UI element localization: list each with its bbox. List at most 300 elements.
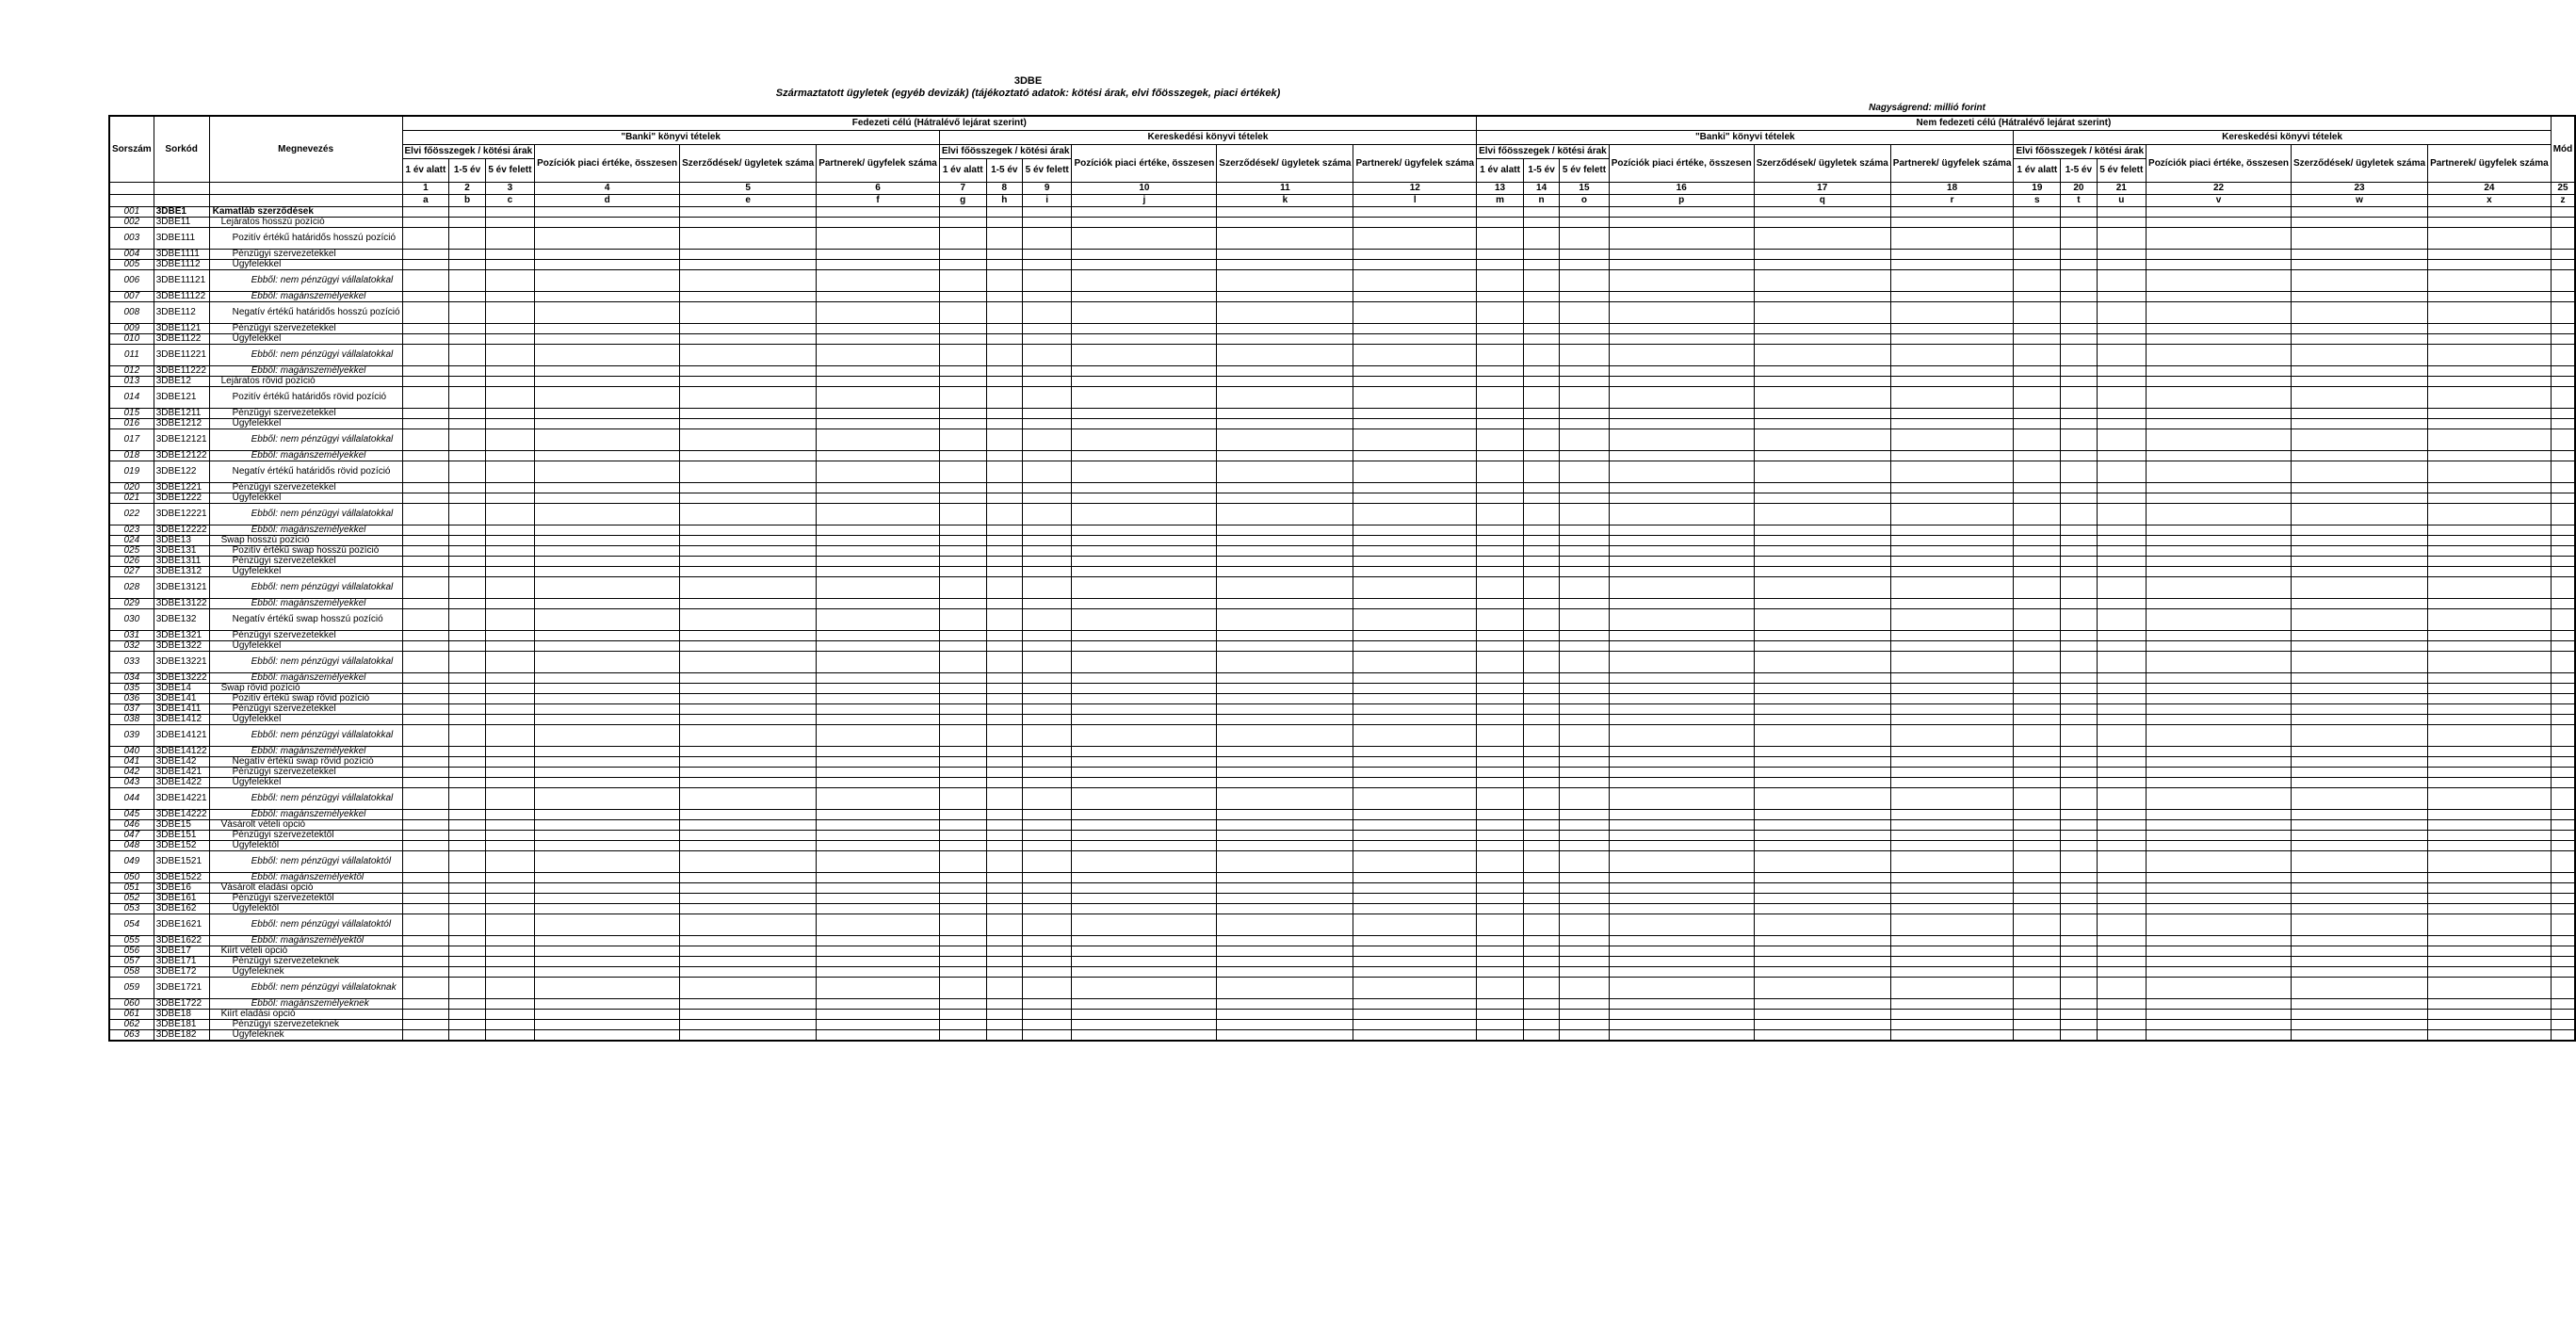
- data-cell[interactable]: [817, 841, 940, 851]
- data-cell[interactable]: [2061, 641, 2097, 652]
- data-cell[interactable]: [1890, 810, 2014, 820]
- data-cell[interactable]: [680, 250, 817, 260]
- data-cell[interactable]: [986, 292, 1022, 302]
- data-cell[interactable]: [2061, 567, 2097, 577]
- data-cell[interactable]: [2292, 967, 2428, 978]
- data-cell[interactable]: [1609, 451, 1754, 461]
- data-cell[interactable]: [1523, 673, 1559, 684]
- data-cell[interactable]: [680, 324, 817, 334]
- data-cell[interactable]: [939, 757, 986, 768]
- data-cell[interactable]: [986, 387, 1022, 409]
- data-cell[interactable]: [1477, 967, 1524, 978]
- data-cell[interactable]: [2014, 483, 2061, 493]
- data-cell[interactable]: [1609, 366, 1754, 377]
- data-cell[interactable]: [986, 967, 1022, 978]
- data-cell[interactable]: [2097, 451, 2147, 461]
- data-cell[interactable]: [817, 345, 940, 366]
- data-cell[interactable]: [1353, 967, 1477, 978]
- data-cell[interactable]: [449, 757, 485, 768]
- data-cell[interactable]: [939, 324, 986, 334]
- data-cell[interactable]: [2551, 757, 2575, 768]
- data-cell[interactable]: [2551, 493, 2575, 504]
- data-cell[interactable]: [402, 715, 449, 725]
- data-cell[interactable]: [817, 747, 940, 757]
- data-cell[interactable]: [1890, 609, 2014, 631]
- data-cell[interactable]: [1560, 652, 1610, 673]
- data-cell[interactable]: [1890, 207, 2014, 218]
- data-cell[interactable]: [1353, 609, 1477, 631]
- data-cell[interactable]: [986, 914, 1022, 936]
- data-cell[interactable]: [680, 631, 817, 641]
- data-cell[interactable]: [680, 684, 817, 694]
- data-cell[interactable]: [2551, 302, 2575, 324]
- data-cell[interactable]: [1609, 631, 1754, 641]
- data-cell[interactable]: [986, 324, 1022, 334]
- data-cell[interactable]: [2061, 1010, 2097, 1020]
- data-cell[interactable]: [817, 684, 940, 694]
- data-cell[interactable]: [1890, 387, 2014, 409]
- data-cell[interactable]: [1560, 302, 1610, 324]
- data-cell[interactable]: [2428, 684, 2552, 694]
- data-cell[interactable]: [402, 409, 449, 419]
- data-cell[interactable]: [485, 270, 535, 292]
- data-cell[interactable]: [2061, 768, 2097, 778]
- data-cell[interactable]: [1477, 757, 1524, 768]
- data-cell[interactable]: [1353, 260, 1477, 270]
- data-cell[interactable]: [1072, 599, 1217, 609]
- data-cell[interactable]: [1890, 999, 2014, 1010]
- data-cell[interactable]: [939, 546, 986, 557]
- data-cell[interactable]: [1072, 778, 1217, 788]
- data-cell[interactable]: [939, 536, 986, 546]
- data-cell[interactable]: [1217, 747, 1353, 757]
- data-cell[interactable]: [402, 967, 449, 978]
- data-cell[interactable]: [1523, 873, 1559, 883]
- data-cell[interactable]: [817, 270, 940, 292]
- data-cell[interactable]: [449, 652, 485, 673]
- data-cell[interactable]: [449, 715, 485, 725]
- data-cell[interactable]: [402, 567, 449, 577]
- data-cell[interactable]: [1022, 302, 1072, 324]
- data-cell[interactable]: [817, 673, 940, 684]
- data-cell[interactable]: [2147, 292, 2292, 302]
- data-cell[interactable]: [1609, 967, 1754, 978]
- data-cell[interactable]: [1217, 694, 1353, 704]
- data-cell[interactable]: [2428, 873, 2552, 883]
- data-cell[interactable]: [939, 567, 986, 577]
- data-cell[interactable]: [2014, 641, 2061, 652]
- data-cell[interactable]: [485, 302, 535, 324]
- data-cell[interactable]: [2014, 788, 2061, 810]
- data-cell[interactable]: [1890, 546, 2014, 557]
- data-cell[interactable]: [2428, 302, 2552, 324]
- data-cell[interactable]: [986, 546, 1022, 557]
- data-cell[interactable]: [1072, 334, 1217, 345]
- data-cell[interactable]: [680, 260, 817, 270]
- data-cell[interactable]: [939, 641, 986, 652]
- data-cell[interactable]: [817, 292, 940, 302]
- data-cell[interactable]: [1523, 957, 1559, 967]
- data-cell[interactable]: [1072, 567, 1217, 577]
- data-cell[interactable]: [1353, 451, 1477, 461]
- data-cell[interactable]: [680, 788, 817, 810]
- data-cell[interactable]: [1477, 260, 1524, 270]
- data-cell[interactable]: [986, 778, 1022, 788]
- data-cell[interactable]: [2097, 641, 2147, 652]
- data-cell[interactable]: [2097, 366, 2147, 377]
- data-cell[interactable]: [1890, 377, 2014, 387]
- data-cell[interactable]: [2551, 567, 2575, 577]
- data-cell[interactable]: [986, 419, 1022, 429]
- data-cell[interactable]: [1754, 461, 1890, 483]
- data-cell[interactable]: [485, 377, 535, 387]
- data-cell[interactable]: [1217, 451, 1353, 461]
- data-cell[interactable]: [939, 577, 986, 599]
- data-cell[interactable]: [402, 546, 449, 557]
- data-cell[interactable]: [2551, 957, 2575, 967]
- data-cell[interactable]: [2428, 567, 2552, 577]
- data-cell[interactable]: [485, 218, 535, 228]
- data-cell[interactable]: [1609, 810, 1754, 820]
- data-cell[interactable]: [1217, 377, 1353, 387]
- data-cell[interactable]: [1609, 207, 1754, 218]
- data-cell[interactable]: [1890, 461, 2014, 483]
- data-cell[interactable]: [939, 207, 986, 218]
- data-cell[interactable]: [1353, 694, 1477, 704]
- data-cell[interactable]: [1022, 883, 1072, 894]
- data-cell[interactable]: [817, 936, 940, 946]
- data-cell[interactable]: [680, 694, 817, 704]
- data-cell[interactable]: [1560, 1010, 1610, 1020]
- data-cell[interactable]: [402, 641, 449, 652]
- data-cell[interactable]: [2061, 967, 2097, 978]
- data-cell[interactable]: [535, 250, 680, 260]
- data-cell[interactable]: [1022, 747, 1072, 757]
- data-cell[interactable]: [2097, 345, 2147, 366]
- data-cell[interactable]: [1609, 504, 1754, 525]
- data-cell[interactable]: [402, 270, 449, 292]
- data-cell[interactable]: [1754, 841, 1890, 851]
- data-cell[interactable]: [2551, 250, 2575, 260]
- data-cell[interactable]: [2061, 747, 2097, 757]
- data-cell[interactable]: [1217, 270, 1353, 292]
- data-cell[interactable]: [1022, 778, 1072, 788]
- data-cell[interactable]: [817, 652, 940, 673]
- data-cell[interactable]: [986, 302, 1022, 324]
- data-cell[interactable]: [1560, 914, 1610, 936]
- data-cell[interactable]: [1022, 387, 1072, 409]
- data-cell[interactable]: [2147, 324, 2292, 334]
- data-cell[interactable]: [680, 577, 817, 599]
- data-cell[interactable]: [2097, 567, 2147, 577]
- data-cell[interactable]: [1353, 599, 1477, 609]
- data-cell[interactable]: [2551, 546, 2575, 557]
- data-cell[interactable]: [680, 641, 817, 652]
- data-cell[interactable]: [1523, 684, 1559, 694]
- data-cell[interactable]: [1477, 377, 1524, 387]
- data-cell[interactable]: [939, 557, 986, 567]
- data-cell[interactable]: [2292, 883, 2428, 894]
- data-cell[interactable]: [535, 704, 680, 715]
- data-cell[interactable]: [2014, 377, 2061, 387]
- data-cell[interactable]: [535, 387, 680, 409]
- data-cell[interactable]: [1217, 778, 1353, 788]
- data-cell[interactable]: [939, 228, 986, 250]
- data-cell[interactable]: [1609, 324, 1754, 334]
- data-cell[interactable]: [449, 1010, 485, 1020]
- data-cell[interactable]: [2551, 778, 2575, 788]
- data-cell[interactable]: [1217, 914, 1353, 936]
- data-cell[interactable]: [2097, 504, 2147, 525]
- data-cell[interactable]: [1754, 292, 1890, 302]
- data-cell[interactable]: [2428, 757, 2552, 768]
- data-cell[interactable]: [1353, 957, 1477, 967]
- data-cell[interactable]: [817, 873, 940, 883]
- data-cell[interactable]: [1217, 599, 1353, 609]
- data-cell[interactable]: [2147, 946, 2292, 957]
- data-cell[interactable]: [1754, 270, 1890, 292]
- data-cell[interactable]: [2551, 768, 2575, 778]
- data-cell[interactable]: [2097, 429, 2147, 451]
- data-cell[interactable]: [817, 757, 940, 768]
- data-cell[interactable]: [1217, 292, 1353, 302]
- data-cell[interactable]: [2292, 725, 2428, 747]
- data-cell[interactable]: [1022, 429, 1072, 451]
- data-cell[interactable]: [535, 504, 680, 525]
- data-cell[interactable]: [449, 747, 485, 757]
- data-cell[interactable]: [1022, 504, 1072, 525]
- data-cell[interactable]: [2061, 883, 2097, 894]
- data-cell[interactable]: [1609, 747, 1754, 757]
- data-cell[interactable]: [1523, 936, 1559, 946]
- data-cell[interactable]: [449, 429, 485, 451]
- data-cell[interactable]: [2292, 914, 2428, 936]
- data-cell[interactable]: [485, 546, 535, 557]
- data-cell[interactable]: [485, 641, 535, 652]
- data-cell[interactable]: [2147, 894, 2292, 904]
- data-cell[interactable]: [1523, 704, 1559, 715]
- data-cell[interactable]: [2292, 567, 2428, 577]
- data-cell[interactable]: [2014, 946, 2061, 957]
- data-cell[interactable]: [535, 419, 680, 429]
- data-cell[interactable]: [449, 914, 485, 936]
- data-cell[interactable]: [2061, 207, 2097, 218]
- data-cell[interactable]: [1353, 747, 1477, 757]
- data-cell[interactable]: [2097, 1020, 2147, 1030]
- data-cell[interactable]: [2551, 504, 2575, 525]
- data-cell[interactable]: [1022, 641, 1072, 652]
- data-cell[interactable]: [2551, 377, 2575, 387]
- data-cell[interactable]: [485, 567, 535, 577]
- data-cell[interactable]: [1022, 768, 1072, 778]
- data-cell[interactable]: [535, 873, 680, 883]
- data-cell[interactable]: [2061, 673, 2097, 684]
- data-cell[interactable]: [1072, 684, 1217, 694]
- data-cell[interactable]: [485, 694, 535, 704]
- data-cell[interactable]: [1477, 557, 1524, 567]
- data-cell[interactable]: [1072, 557, 1217, 567]
- data-cell[interactable]: [1754, 207, 1890, 218]
- data-cell[interactable]: [1217, 810, 1353, 820]
- data-cell[interactable]: [939, 1020, 986, 1030]
- data-cell[interactable]: [2014, 1020, 2061, 1030]
- data-cell[interactable]: [449, 546, 485, 557]
- data-cell[interactable]: [1217, 557, 1353, 567]
- data-cell[interactable]: [2061, 999, 2097, 1010]
- data-cell[interactable]: [2061, 978, 2097, 999]
- data-cell[interactable]: [402, 260, 449, 270]
- data-cell[interactable]: [535, 324, 680, 334]
- data-cell[interactable]: [1022, 978, 1072, 999]
- data-cell[interactable]: [680, 292, 817, 302]
- data-cell[interactable]: [680, 914, 817, 936]
- data-cell[interactable]: [1890, 841, 2014, 851]
- data-cell[interactable]: [1477, 483, 1524, 493]
- data-cell[interactable]: [1353, 270, 1477, 292]
- data-cell[interactable]: [2551, 207, 2575, 218]
- data-cell[interactable]: [1523, 914, 1559, 936]
- data-cell[interactable]: [2292, 536, 2428, 546]
- data-cell[interactable]: [2428, 345, 2552, 366]
- data-cell[interactable]: [1072, 841, 1217, 851]
- data-cell[interactable]: [2097, 894, 2147, 904]
- data-cell[interactable]: [1022, 334, 1072, 345]
- data-cell[interactable]: [1353, 207, 1477, 218]
- data-cell[interactable]: [2097, 228, 2147, 250]
- data-cell[interactable]: [1523, 768, 1559, 778]
- data-cell[interactable]: [1754, 904, 1890, 914]
- data-cell[interactable]: [2147, 387, 2292, 409]
- data-cell[interactable]: [986, 536, 1022, 546]
- data-cell[interactable]: [2428, 483, 2552, 493]
- data-cell[interactable]: [1523, 218, 1559, 228]
- data-cell[interactable]: [680, 567, 817, 577]
- data-cell[interactable]: [2147, 768, 2292, 778]
- data-cell[interactable]: [2147, 609, 2292, 631]
- data-cell[interactable]: [1523, 546, 1559, 557]
- data-cell[interactable]: [1477, 525, 1524, 536]
- data-cell[interactable]: [1890, 747, 2014, 757]
- data-cell[interactable]: [1353, 978, 1477, 999]
- data-cell[interactable]: [402, 831, 449, 841]
- data-cell[interactable]: [2097, 673, 2147, 684]
- data-cell[interactable]: [2014, 250, 2061, 260]
- data-cell[interactable]: [1609, 652, 1754, 673]
- data-cell[interactable]: [939, 978, 986, 999]
- data-cell[interactable]: [986, 409, 1022, 419]
- data-cell[interactable]: [1072, 999, 1217, 1010]
- data-cell[interactable]: [1022, 914, 1072, 936]
- data-cell[interactable]: [1560, 704, 1610, 715]
- data-cell[interactable]: [2551, 324, 2575, 334]
- data-cell[interactable]: [2428, 250, 2552, 260]
- data-cell[interactable]: [449, 894, 485, 904]
- data-cell[interactable]: [1523, 609, 1559, 631]
- data-cell[interactable]: [817, 810, 940, 820]
- data-cell[interactable]: [1523, 493, 1559, 504]
- data-cell[interactable]: [535, 810, 680, 820]
- data-cell[interactable]: [2061, 694, 2097, 704]
- data-cell[interactable]: [1022, 684, 1072, 694]
- data-cell[interactable]: [1523, 377, 1559, 387]
- data-cell[interactable]: [449, 557, 485, 567]
- data-cell[interactable]: [939, 345, 986, 366]
- data-cell[interactable]: [1609, 725, 1754, 747]
- data-cell[interactable]: [1890, 504, 2014, 525]
- data-cell[interactable]: [680, 1030, 817, 1042]
- data-cell[interactable]: [402, 250, 449, 260]
- data-cell[interactable]: [1072, 366, 1217, 377]
- data-cell[interactable]: [1523, 894, 1559, 904]
- data-cell[interactable]: [1754, 451, 1890, 461]
- data-cell[interactable]: [2551, 694, 2575, 704]
- data-cell[interactable]: [1072, 387, 1217, 409]
- data-cell[interactable]: [1022, 936, 1072, 946]
- data-cell[interactable]: [939, 1030, 986, 1042]
- data-cell[interactable]: [485, 577, 535, 599]
- data-cell[interactable]: [1523, 461, 1559, 483]
- data-cell[interactable]: [1477, 684, 1524, 694]
- data-cell[interactable]: [449, 228, 485, 250]
- data-cell[interactable]: [1072, 904, 1217, 914]
- data-cell[interactable]: [1477, 345, 1524, 366]
- data-cell[interactable]: [2097, 302, 2147, 324]
- data-cell[interactable]: [986, 567, 1022, 577]
- data-cell[interactable]: [449, 1020, 485, 1030]
- data-cell[interactable]: [1072, 493, 1217, 504]
- data-cell[interactable]: [680, 228, 817, 250]
- data-cell[interactable]: [1890, 366, 2014, 377]
- data-cell[interactable]: [2014, 451, 2061, 461]
- data-cell[interactable]: [817, 567, 940, 577]
- data-cell[interactable]: [402, 599, 449, 609]
- data-cell[interactable]: [2428, 914, 2552, 936]
- data-cell[interactable]: [1560, 946, 1610, 957]
- data-cell[interactable]: [1754, 409, 1890, 419]
- data-cell[interactable]: [1890, 768, 2014, 778]
- data-cell[interactable]: [1890, 788, 2014, 810]
- data-cell[interactable]: [2097, 1030, 2147, 1042]
- data-cell[interactable]: [986, 810, 1022, 820]
- data-cell[interactable]: [1477, 914, 1524, 936]
- data-cell[interactable]: [449, 684, 485, 694]
- data-cell[interactable]: [2061, 577, 2097, 599]
- data-cell[interactable]: [817, 334, 940, 345]
- data-cell[interactable]: [1754, 641, 1890, 652]
- data-cell[interactable]: [535, 207, 680, 218]
- data-cell[interactable]: [1890, 419, 2014, 429]
- data-cell[interactable]: [2428, 841, 2552, 851]
- data-cell[interactable]: [2147, 684, 2292, 694]
- data-cell[interactable]: [1754, 557, 1890, 567]
- data-cell[interactable]: [1560, 831, 1610, 841]
- data-cell[interactable]: [2097, 324, 2147, 334]
- data-cell[interactable]: [2061, 483, 2097, 493]
- data-cell[interactable]: [1560, 504, 1610, 525]
- data-cell[interactable]: [1217, 768, 1353, 778]
- data-cell[interactable]: [1353, 684, 1477, 694]
- data-cell[interactable]: [402, 684, 449, 694]
- data-cell[interactable]: [449, 345, 485, 366]
- data-cell[interactable]: [1523, 831, 1559, 841]
- data-cell[interactable]: [2292, 366, 2428, 377]
- data-cell[interactable]: [1353, 419, 1477, 429]
- data-cell[interactable]: [2147, 936, 2292, 946]
- data-cell[interactable]: [2551, 451, 2575, 461]
- data-cell[interactable]: [2014, 684, 2061, 694]
- data-cell[interactable]: [1609, 1030, 1754, 1042]
- data-cell[interactable]: [1560, 820, 1610, 831]
